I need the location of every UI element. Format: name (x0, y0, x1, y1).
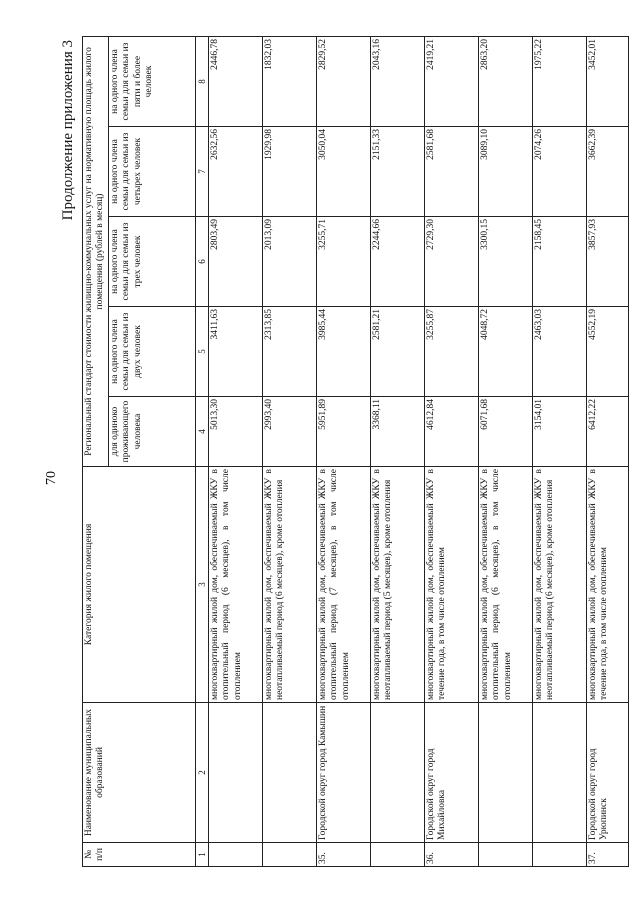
value-single: 4612,84 (424, 397, 478, 467)
housing-category: многоквартирный жилой дом, обеспечиваемый ЖКУ в течение года, в том числе отоплением (424, 467, 478, 703)
col-number: 6 (195, 217, 208, 307)
value-family-5: 3452,01 (586, 36, 628, 126)
housing-category: многоквартирный жилой дом, обеспечиваемый ЖКУ в течение года, в том числе отоплением (586, 467, 628, 703)
value-single: 6071,68 (478, 397, 532, 467)
table-row (208, 36, 262, 866)
page-number: 70 (44, 471, 59, 485)
municipality-name: Городской округ город Михайловка (424, 703, 478, 843)
col-number: 5 (195, 307, 208, 397)
row-index (208, 843, 262, 867)
value-family-5: 1975,22 (532, 36, 586, 126)
col-number: 8 (195, 36, 208, 126)
housing-category: многоквартирный жилой дом, обеспечиваемый ЖКУ в отопительный период (6 месяцев), в том числе отоплением (208, 467, 262, 703)
value-family-5: 1832,03 (262, 36, 316, 126)
col-number: 1 (195, 843, 208, 867)
col-number: 2 (195, 703, 208, 843)
value-single: 5951,89 (316, 397, 370, 467)
housing-category: многоквартирный жилой дом, обеспечиваемый ЖКУ в неотапливаемый период (5 месяцев), кроме отопления (370, 467, 424, 703)
header-category: Категория жилого помещения (83, 467, 196, 703)
value-family-3: 2013,09 (262, 217, 316, 307)
value-family-4: 3050,04 (316, 127, 370, 217)
table-row (586, 36, 628, 866)
value-family-4: 3662,39 (586, 127, 628, 217)
value-family-4: 2632,56 (208, 127, 262, 217)
value-family-5: 2863,20 (478, 36, 532, 126)
municipality-name (478, 703, 532, 843)
municipality-name: Городской округ город Урюпинск (586, 703, 628, 843)
col-number: 4 (195, 397, 208, 467)
value-family-2: 3411,63 (208, 307, 262, 397)
header-family-2: на одного члена семьи для семьи из двух человек (108, 307, 195, 397)
value-family-3: 3857,93 (586, 217, 628, 307)
value-family-4: 1929,98 (262, 127, 316, 217)
header-family-5: на одного члена семьи для семьи из пяти и более человек (108, 36, 195, 126)
value-family-4: 2151,33 (370, 127, 424, 217)
value-family-3: 3255,71 (316, 217, 370, 307)
row-index (370, 843, 424, 867)
header-standard-group: Региональный стандарт стоимости жилищно-коммунальных услуг на нормативную площадь жилого помещения (рублей в месяц) (83, 36, 109, 466)
table-row (262, 36, 316, 866)
value-family-2: 4048,72 (478, 307, 532, 397)
value-family-2: 2581,21 (370, 307, 424, 397)
table-row (316, 36, 370, 866)
value-single: 6412,22 (586, 397, 628, 467)
municipality-name: Городской округ город Камышин (316, 703, 370, 843)
value-family-3: 2729,30 (424, 217, 478, 307)
value-family-3: 3300,15 (478, 217, 532, 307)
row-index: 35. (316, 843, 370, 867)
header-family-3: на одного члена семьи для семьи из трех человек (108, 217, 195, 307)
housing-category: многоквартирный жилой дом, обеспечиваемый ЖКУ в отопительный период (6 месяцев), в том числе отоплением (478, 467, 532, 703)
municipality-name (208, 703, 262, 843)
value-single: 3154,01 (532, 397, 586, 467)
value-family-2: 2463,03 (532, 307, 586, 397)
value-family-4: 2581,68 (424, 127, 478, 217)
value-family-4: 3089,10 (478, 127, 532, 217)
value-family-3: 2158,45 (532, 217, 586, 307)
header-family-4: на одного члена семьи для семьи из четырех человек (108, 127, 195, 217)
table-row (532, 36, 586, 866)
value-family-4: 2074,26 (532, 127, 586, 217)
housing-category: многоквартирный жилой дом, обеспечиваемый ЖКУ в неотапливаемый период (6 месяцев), кроме отопления (532, 467, 586, 703)
table-row (478, 36, 532, 866)
tariff-table (82, 36, 629, 867)
housing-category: многоквартирный жилой дом, обеспечиваемый ЖКУ в неотапливаемый период (6 месяцев), кроме отопления (262, 467, 316, 703)
col-number: 3 (195, 467, 208, 703)
table-row (370, 36, 424, 866)
row-index: 37. (586, 843, 628, 867)
header-single: для одиноко проживающего человека (108, 397, 195, 467)
value-family-5: 2043,16 (370, 36, 424, 126)
value-single: 2993,40 (262, 397, 316, 467)
row-index: 36. (424, 843, 478, 867)
value-single: 3368,11 (370, 397, 424, 467)
header-municipality: Наименование муниципальных образований (83, 703, 196, 843)
row-index (478, 843, 532, 867)
value-family-2: 2313,85 (262, 307, 316, 397)
value-family-5: 2419,21 (424, 36, 478, 126)
value-family-2: 4552,19 (586, 307, 628, 397)
col-number: 7 (195, 127, 208, 217)
table-row (424, 36, 478, 866)
value-family-3: 2803,49 (208, 217, 262, 307)
housing-category: многоквартирный жилой дом, обеспечиваемый ЖКУ в отопительный период (7 месяцев), в том числе отоплением (316, 467, 370, 703)
continuation-title: Продолжение приложения 3 (60, 40, 76, 221)
municipality-name (532, 703, 586, 843)
municipality-name (262, 703, 316, 843)
value-family-2: 3255,87 (424, 307, 478, 397)
value-family-5: 2829,52 (316, 36, 370, 126)
value-family-2: 3985,44 (316, 307, 370, 397)
row-index (532, 843, 586, 867)
value-single: 5013,30 (208, 397, 262, 467)
value-family-3: 2244,66 (370, 217, 424, 307)
municipality-name (370, 703, 424, 843)
column-number-row (195, 36, 208, 866)
row-index (262, 843, 316, 867)
value-family-5: 2446,78 (208, 36, 262, 126)
header-number: № п/п (83, 843, 196, 867)
